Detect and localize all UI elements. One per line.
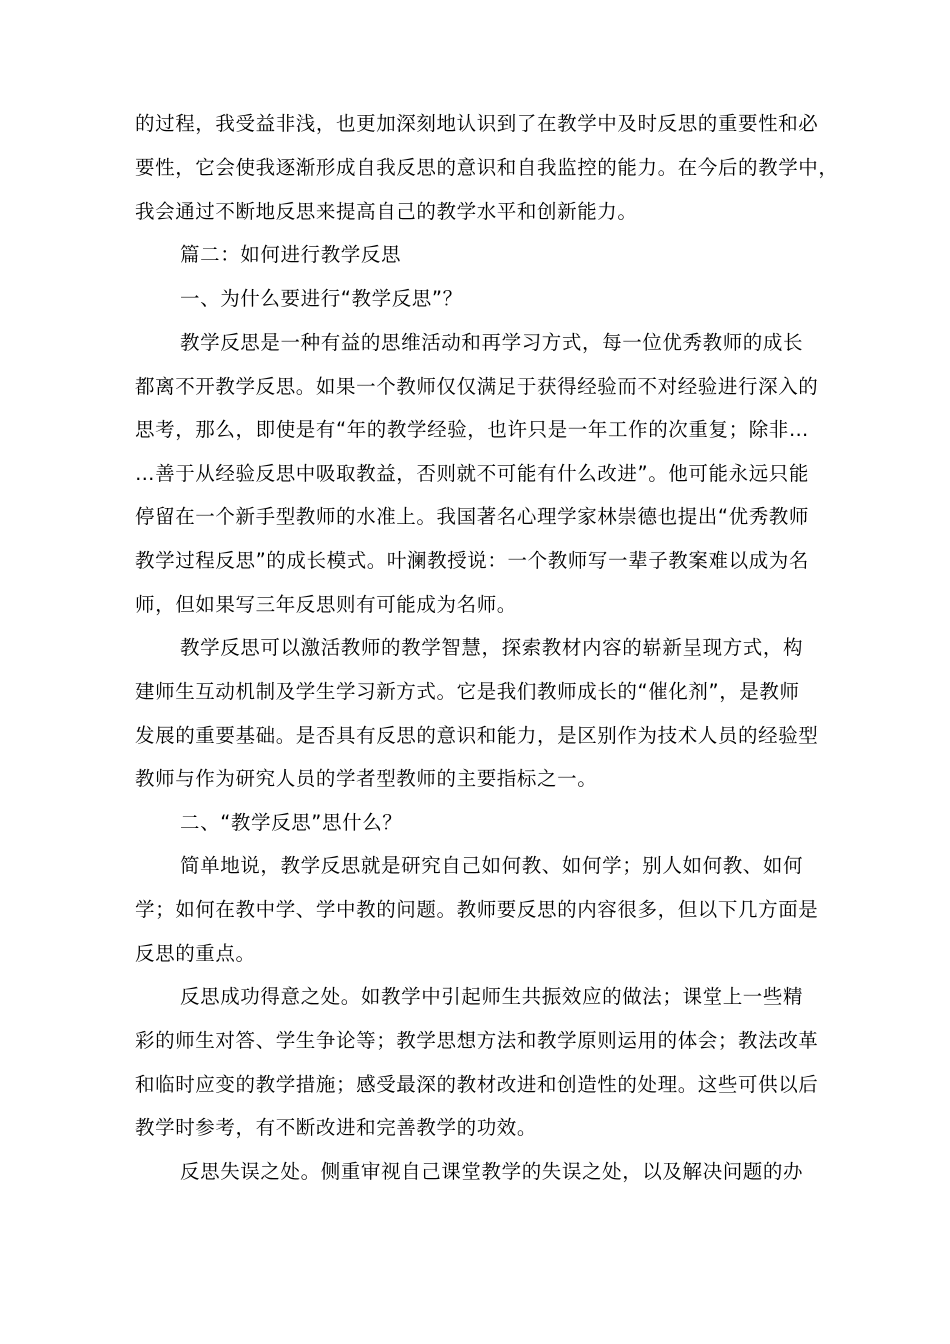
text-line: 教学反思可以激活教师的教学智慧，探索教材内容的崭新呈现方式，构 — [180, 636, 804, 659]
text-line: 思考，那么，即使是有“年的教学经验，也许只是一年工作的次重复；除非… — [135, 418, 810, 441]
text-line: 要性，它会使我逐渐形成自我反思的意识和自我监控的能力。在今后的教学中， — [135, 156, 839, 179]
text-line: 反思的重点。 — [135, 942, 256, 965]
text-line: 反思失误之处。侧重审视自己课堂教学的失误之处，以及解决问题的办 — [180, 1160, 804, 1183]
text-line: 教学反思是一种有益的思维活动和再学习方式，每一位优秀教师的成长 — [180, 331, 804, 354]
text-line: 教学时参考，有不断改进和完善教学的功效。 — [135, 1116, 538, 1139]
text-line: 的过程，我受益非浅，也更加深刻地认识到了在教学中及时反思的重要性和必 — [135, 112, 819, 135]
text-line: 反思成功得意之处。如教学中引起师生共振效应的做法；课堂上一些精 — [180, 985, 804, 1008]
text-line: 我会通过不断地反思来提高自己的教学水平和创新能力。 — [135, 200, 638, 223]
text-line: 简单地说，教学反思就是研究自己如何教、如何学；别人如何教、如何 — [180, 854, 804, 877]
text-line: 教师与作为研究人员的学者型教师的主要指标之一。 — [135, 767, 598, 790]
section-heading: 篇二：如何进行教学反思 — [180, 243, 402, 266]
text-line: 停留在一个新手型教师的水准上。我国著名心理学家林崇德也提出“优秀教师 — [135, 505, 810, 528]
text-line: 教学过程反思”的成长模式。叶澜教授说：一个教师写一辈子教案难以成为名 — [135, 549, 810, 572]
text-line: 建师生互动机制及学生学习新方式。它是我们教师成长的“催化剂”，是教师 — [135, 680, 800, 703]
text-line: 发展的重要基础。是否具有反思的意识和能力，是区别作为技术人员的经验型 — [135, 724, 819, 747]
text-line: …善于从经验反思中吸取教益，否则就不可能有什么改进”。他可能永远只能 — [135, 462, 810, 485]
text-line: 学；如何在教中学、学中教的问题。教师要反思的内容很多，但以下几方面是 — [135, 898, 819, 921]
text-line: 师，但如果写三年反思则有可能成为名师。 — [135, 593, 517, 616]
text-line: 都离不开教学反思。如果一个教师仅仅满足于获得经验而不对经验进行深入的 — [135, 375, 819, 398]
subsection-heading: 二、“教学反思”思什么？ — [180, 811, 403, 834]
subsection-heading: 一、为什么要进行“教学反思”？ — [180, 287, 463, 310]
text-line: 和临时应变的教学措施；感受最深的教材改进和创造性的处理。这些可供以后 — [135, 1073, 819, 1096]
text-line: 彩的师生对答、学生争论等；教学思想方法和教学原则运用的体会；教法改革 — [135, 1029, 819, 1052]
